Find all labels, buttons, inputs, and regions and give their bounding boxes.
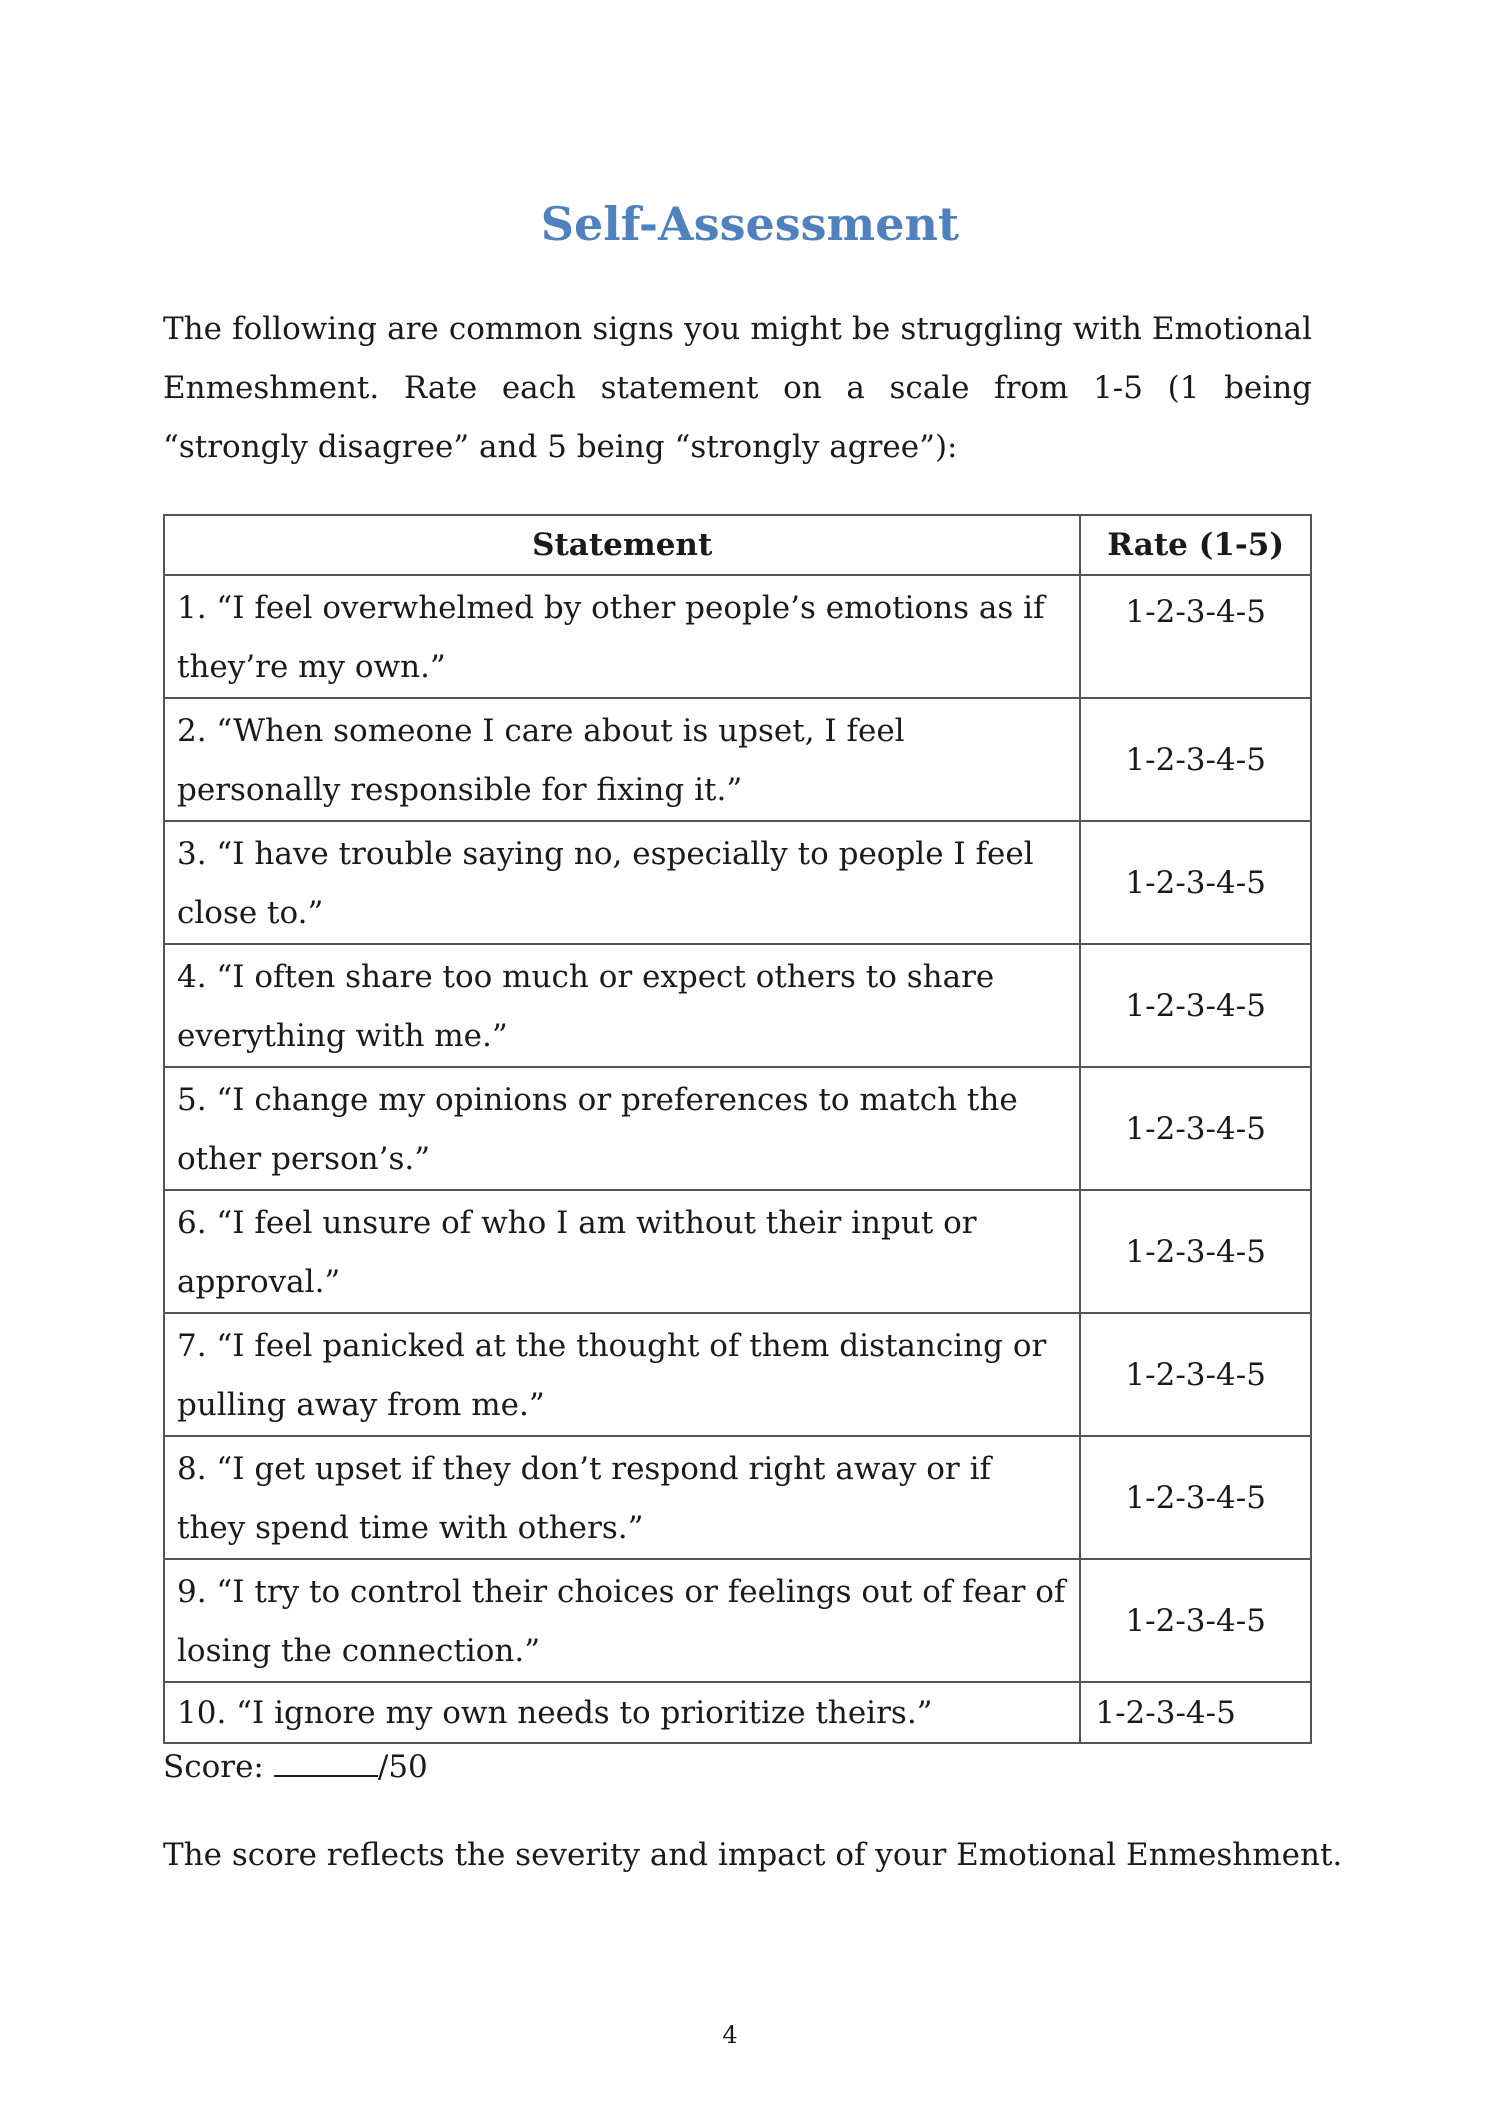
statement-cell: 7. “I feel panicked at the thought of them distancing or pulling away from me.” xyxy=(164,1313,1080,1436)
statement-cell: 1. “I feel overwhelmed by other people’s emotions as if they’re my own.” xyxy=(164,575,1080,698)
score-total: /50 xyxy=(377,1749,428,1785)
page-title: Self-Assessment xyxy=(540,197,960,251)
rating-scale-cell: 1-2-3-4-5 xyxy=(1080,1682,1311,1743)
statement-cell: 5. “I change my opinions or preferences to match the other person’s.” xyxy=(164,1067,1080,1190)
table-row xyxy=(164,1067,1311,1190)
rating-scale-cell: 1-2-3-4-5 xyxy=(1080,1559,1311,1682)
statement-cell: 8. “I get upset if they don’t respond right away or if they spend time with others.” xyxy=(164,1436,1080,1559)
table-row xyxy=(164,944,1311,1067)
table-row xyxy=(164,821,1311,944)
table-row xyxy=(164,1559,1311,1682)
statement-cell: 4. “I often share too much or expect others to share everything with me.” xyxy=(164,944,1080,1067)
statement-cell: 3. “I have trouble saying no, especially to people I feel close to.” xyxy=(164,821,1080,944)
statement-cell: 6. “I feel unsure of who I am without their input or approval.” xyxy=(164,1190,1080,1313)
table-row xyxy=(164,1313,1311,1436)
page-number: 4 xyxy=(722,2021,738,2049)
intro-paragraph: The following are common signs you might be struggling with Emotional Enmeshment. Rate each statement on a scale from 1-5 (1 being “strongly disagree” and 5 being “strongly agree”): xyxy=(163,311,1312,465)
conclusion-text: The score reflects the severity and impact of your Emotional Enmeshment. xyxy=(163,1837,1343,1873)
table-header-row xyxy=(164,515,1311,575)
statement-cell: 9. “I try to control their choices or feelings out of fear of losing the connection.” xyxy=(164,1559,1080,1682)
rating-scale-cell: 1-2-3-4-5 xyxy=(1080,821,1311,944)
rating-scale-cell: 1-2-3-4-5 xyxy=(1080,1190,1311,1313)
table-row xyxy=(164,1436,1311,1559)
table-row xyxy=(164,575,1311,698)
score-label: Score: xyxy=(163,1749,264,1785)
statement-cell: 10. “I ignore my own needs to prioritize theirs.” xyxy=(164,1682,1080,1743)
rate-column-header: Rate (1-5) xyxy=(1080,515,1311,575)
table-row xyxy=(164,1190,1311,1313)
rating-scale-cell: 1-2-3-4-5 xyxy=(1080,575,1311,698)
table-row xyxy=(164,698,1311,821)
rating-scale-cell: 1-2-3-4-5 xyxy=(1080,1436,1311,1559)
rating-scale-cell: 1-2-3-4-5 xyxy=(1080,1313,1311,1436)
score-blank-field[interactable] xyxy=(274,1745,378,1777)
score-line xyxy=(163,1742,428,1792)
statement-cell: 2. “When someone I care about is upset, I feel personally responsible for fixing it.” xyxy=(164,698,1080,821)
rating-scale-cell: 1-2-3-4-5 xyxy=(1080,944,1311,1067)
rating-scale-cell: 1-2-3-4-5 xyxy=(1080,1067,1311,1190)
statement-column-header: Statement xyxy=(164,515,1080,575)
self-assessment-table xyxy=(163,514,1312,1744)
table-row xyxy=(164,1682,1311,1743)
rating-scale-cell: 1-2-3-4-5 xyxy=(1080,698,1311,821)
